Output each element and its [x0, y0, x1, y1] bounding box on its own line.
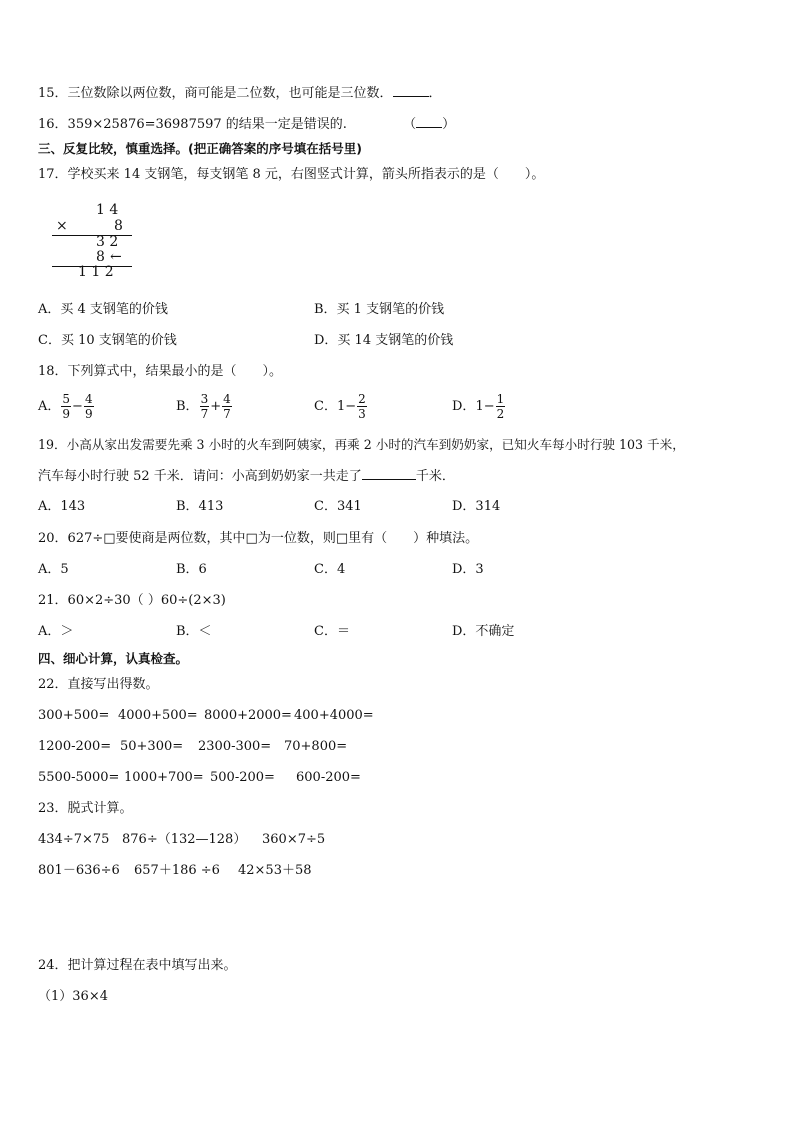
calc-item: 500-200=: [210, 770, 275, 785]
numerator: 5: [62, 392, 71, 406]
option-19-d[interactable]: D．314: [452, 499, 501, 514]
calc-row-5: 1 1 2: [78, 264, 114, 280]
calc-row: [38, 707, 374, 725]
calc-item: 4000+500=: [118, 708, 198, 723]
question-17-text: 17．学校买来 14 支钢笔，每支钢笔 8 元，右图竖式计算，箭头所指表示的是（ ）。: [38, 167, 545, 182]
calc-item: 434÷7×75: [38, 832, 110, 847]
fraction: [496, 392, 506, 421]
question-21-text: 21．60×2÷30（ ）60÷(2×3): [38, 593, 226, 608]
denominator: 9: [84, 407, 93, 421]
expression-prefix: 1−: [475, 399, 495, 414]
option-label: B．: [176, 399, 199, 414]
question-15-end: ．: [428, 86, 442, 101]
calc-item: 300+500=: [38, 708, 110, 723]
option-20-a[interactable]: A．5: [38, 562, 69, 577]
calc-row-2: 8: [114, 218, 123, 234]
section-3-heading: 三、反复比较，慎重选择。(把正确答案的序号填在括号里): [38, 141, 362, 156]
numerator: 2: [358, 392, 366, 406]
operator: +: [210, 399, 222, 414]
option-label: C．: [314, 399, 337, 414]
answer-blank[interactable]: [362, 467, 416, 480]
option-20-c[interactable]: C．4: [314, 562, 346, 577]
calc-row: [38, 862, 312, 880]
calc-item: 600-200=: [296, 770, 361, 785]
option-17-d[interactable]: D．买 14 支钢笔的价钱: [314, 333, 454, 348]
calc-item: 2300-300=: [198, 739, 272, 754]
calc-item: 1000+700=: [124, 770, 204, 785]
option-17-a[interactable]: A．买 4 支钢笔的价钱: [38, 302, 168, 317]
answer-blank[interactable]: [416, 115, 442, 128]
calc-row: [38, 831, 325, 849]
question-24-sub: （1）36×4: [38, 989, 108, 1004]
question-15-text: 15．三位数除以两位数，商可能是二位数，也可能是三位数．: [38, 86, 393, 101]
option-18-d[interactable]: [452, 390, 506, 424]
question-15: [38, 84, 442, 103]
fraction: [84, 392, 94, 421]
calc-row-1: 1 4: [96, 202, 119, 218]
question-16: [38, 115, 455, 134]
option-18-b[interactable]: [176, 390, 233, 424]
option-19-c[interactable]: C．341: [314, 499, 362, 514]
denominator: 9: [62, 407, 71, 421]
option-17-b[interactable]: B．买 1 支钢笔的价钱: [314, 302, 445, 317]
expression-prefix: 1−: [336, 399, 357, 414]
operator: −: [72, 399, 83, 414]
question-19-line-2: [38, 467, 455, 486]
fraction: [200, 392, 210, 421]
calc-item: 876÷（132—128）: [122, 832, 247, 847]
calc-item: 360×7÷5: [262, 832, 326, 847]
option-18-c[interactable]: [314, 390, 368, 424]
question-20-text: 20．627÷□要使商是两位数，其中□为一位数，则□里有（ ）种填法。: [38, 531, 479, 546]
question-16-text: 16．359×25876=36987597 的结果一定是错误的.: [38, 117, 347, 132]
question-24-title: 24．把计算过程在表中填写出来。: [38, 958, 237, 973]
calc-item: 400+4000=: [294, 708, 374, 723]
paren-open: （: [403, 117, 417, 132]
question-18-text: 18．下列算式中，结果最小的是（ ）。: [38, 364, 283, 379]
question-19-unit: 千米．: [415, 469, 455, 484]
option-21-d[interactable]: D．不确定: [452, 624, 515, 639]
option-21-b[interactable]: B．＜: [176, 624, 212, 639]
fraction: [357, 392, 367, 421]
section-4-heading: 四、细心计算，认真检查。: [38, 651, 189, 666]
vertical-calculation: [52, 202, 134, 282]
option-21-c[interactable]: C．＝: [314, 624, 350, 639]
option-20-b[interactable]: B．6: [176, 562, 207, 577]
numerator: 4: [223, 392, 231, 406]
calc-item: 801－636÷6: [38, 863, 120, 878]
option-21-a[interactable]: A．＞: [38, 624, 74, 639]
option-19-b[interactable]: B．413: [176, 499, 224, 514]
fraction: [222, 392, 232, 421]
option-19-a[interactable]: A．143: [38, 499, 86, 514]
calc-item: 657＋186 ÷6: [134, 863, 220, 878]
calc-item: 5500-5000=: [38, 770, 120, 785]
denominator: 3: [358, 407, 366, 421]
option-18-a[interactable]: [38, 390, 95, 424]
answer-blank[interactable]: [393, 84, 429, 97]
calc-item: 1200-200=: [38, 739, 112, 754]
numerator: 4: [84, 392, 93, 406]
option-label: A．: [38, 399, 61, 414]
times-sign: ×: [56, 218, 68, 234]
question-23-title: 23．脱式计算。: [38, 801, 133, 816]
option-17-c[interactable]: C．买 10 支钢笔的价钱: [38, 333, 177, 348]
calc-row: [38, 769, 361, 787]
fraction: [61, 392, 71, 421]
calc-row-4: 8: [96, 249, 105, 265]
calc-item: 42×53＋58: [238, 863, 312, 878]
numerator: 3: [200, 392, 209, 406]
option-label: D．: [452, 399, 476, 414]
question-19-text: 汽车每小时行驶 52 千米．请问：小高到奶奶家一共走了: [38, 469, 362, 484]
denominator: 7: [200, 407, 209, 421]
calc-item: 70+800=: [284, 739, 348, 754]
denominator: 7: [223, 407, 231, 421]
calc-row-3: 3 2: [96, 234, 119, 250]
question-19-line-1: 19．小高从家出发需要先乘 3 小时的火车到阿姨家，再乘 2 小时的汽车到奶奶家，已知火车每小时行驶 103 千米，: [38, 437, 685, 452]
calc-item: 50+300=: [120, 739, 184, 754]
calc-rule-1: [52, 235, 132, 236]
numerator: 1: [496, 392, 505, 406]
option-20-d[interactable]: D．3: [452, 562, 484, 577]
calc-item: 8000+2000=: [204, 708, 292, 723]
denominator: 2: [496, 407, 505, 421]
question-22-title: 22．直接写出得数。: [38, 677, 159, 692]
paren-close: ）: [442, 117, 456, 132]
calc-row: [38, 738, 347, 756]
arrow-icon: ←: [110, 249, 122, 265]
